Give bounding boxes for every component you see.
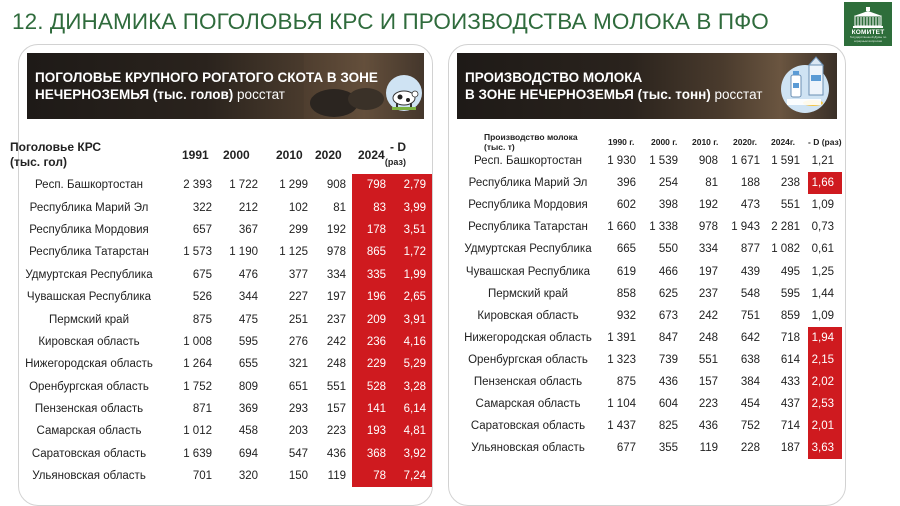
table-cell: 625 bbox=[658, 287, 678, 300]
table-cell: 197 bbox=[326, 291, 346, 304]
table-cell: 908 bbox=[698, 155, 718, 168]
table-row bbox=[10, 420, 432, 442]
table-cell: 78 bbox=[352, 465, 392, 487]
cattle-banner bbox=[27, 53, 424, 119]
cattle-banner-source: росстат bbox=[233, 87, 285, 102]
table-cell: 1 573 bbox=[183, 246, 212, 259]
table-cell: 436 bbox=[698, 420, 718, 433]
table-cell: 858 bbox=[616, 287, 636, 300]
table-cell: 227 bbox=[288, 291, 308, 304]
table-row bbox=[456, 283, 842, 305]
table-cell: 3,92 bbox=[392, 443, 432, 465]
table-cell: 458 bbox=[238, 425, 258, 438]
table-cell: 871 bbox=[192, 403, 212, 416]
cattle-header-name bbox=[10, 140, 101, 170]
table-cell: 1 323 bbox=[607, 353, 636, 366]
table-cell: 526 bbox=[192, 291, 212, 304]
table-cell: 1,44 bbox=[811, 287, 834, 300]
logo-title: КОМИТЕТ bbox=[851, 28, 885, 36]
table-cell: 595 bbox=[238, 335, 258, 348]
region-name: Пензенская область bbox=[473, 375, 583, 388]
table-cell: 978 bbox=[326, 246, 346, 259]
table-cell: 335 bbox=[352, 264, 392, 286]
table-row bbox=[10, 219, 432, 241]
table-cell: 242 bbox=[326, 335, 346, 348]
table-row bbox=[456, 327, 842, 349]
table-cell: 614 bbox=[780, 353, 800, 366]
region-name: Чувашская Республика bbox=[26, 291, 152, 304]
table-cell: 454 bbox=[740, 398, 760, 411]
milk-col-1990: 1990 г. bbox=[608, 137, 635, 147]
table-cell: 355 bbox=[658, 442, 678, 455]
table-cell: 193 bbox=[352, 420, 392, 442]
table-cell: 187 bbox=[780, 442, 800, 455]
table-cell: 248 bbox=[698, 331, 718, 344]
table-cell: 548 bbox=[740, 287, 760, 300]
table-cell: 334 bbox=[326, 268, 346, 281]
table-cell: 638 bbox=[740, 353, 760, 366]
table-cell: 1,09 bbox=[811, 309, 834, 322]
table-cell: 2 281 bbox=[771, 221, 800, 234]
table-cell: 528 bbox=[352, 376, 392, 398]
table-row bbox=[10, 196, 432, 218]
table-cell: 1 591 bbox=[771, 155, 800, 168]
table-cell: 4,81 bbox=[392, 420, 432, 442]
region-name: Ульяновская область bbox=[32, 470, 146, 483]
region-name: Самарская область bbox=[475, 398, 581, 411]
table-cell: 701 bbox=[192, 470, 212, 483]
table-cell: 1 722 bbox=[229, 179, 258, 192]
table-cell: 602 bbox=[616, 199, 636, 212]
table-cell: 81 bbox=[705, 177, 718, 190]
table-cell: 1 930 bbox=[607, 155, 636, 168]
region-name: Республика Татарстан bbox=[468, 221, 588, 234]
table-row bbox=[10, 264, 432, 286]
table-cell: 223 bbox=[326, 425, 346, 438]
table-row bbox=[10, 398, 432, 420]
cattle-col-2010: 2010 bbox=[276, 148, 303, 162]
region-name: Пермский край bbox=[487, 287, 569, 300]
table-cell: 1 104 bbox=[607, 398, 636, 411]
table-cell: 299 bbox=[288, 223, 308, 236]
table-cell: 865 bbox=[352, 241, 392, 263]
table-row bbox=[10, 331, 432, 353]
table-cell: 384 bbox=[740, 375, 760, 388]
table-cell: 595 bbox=[780, 287, 800, 300]
cattle-banner-unit: НЕЧЕРНОЗЕМЬЯ (тыс. голов) bbox=[35, 87, 234, 102]
table-cell: 751 bbox=[740, 309, 760, 322]
table-cell: 141 bbox=[352, 398, 392, 420]
milk-banner-unit: В ЗОНЕ НЕЧЕРНОЗЕМЬЯ (тыс. тонн) bbox=[465, 87, 711, 102]
table-cell: 1 752 bbox=[183, 380, 212, 393]
region-name: Пензенская область bbox=[34, 403, 144, 416]
logo-subtitle: Государственной Думы по аграрным вопросам bbox=[849, 35, 887, 43]
table-cell: 1 671 bbox=[731, 155, 760, 168]
table-cell: 642 bbox=[740, 331, 760, 344]
table-cell: 238 bbox=[780, 177, 800, 190]
table-cell: 809 bbox=[238, 380, 258, 393]
table-cell: 1,72 bbox=[392, 241, 432, 263]
table-cell: 1 299 bbox=[279, 179, 308, 192]
region-name: Респ. Башкортостан bbox=[35, 179, 143, 192]
table-cell: 321 bbox=[288, 358, 308, 371]
table-cell: 119 bbox=[327, 470, 346, 483]
table-cell: 847 bbox=[658, 331, 678, 344]
region-name: Оренбургская область bbox=[468, 353, 588, 366]
table-cell: 209 bbox=[352, 308, 392, 330]
table-cell: 3,51 bbox=[392, 219, 432, 241]
table-cell: 334 bbox=[698, 243, 718, 256]
table-cell: 150 bbox=[288, 470, 308, 483]
table-cell: 157 bbox=[698, 375, 718, 388]
table-cell: 212 bbox=[238, 201, 258, 214]
committee-logo bbox=[844, 2, 892, 46]
region-name: Нижегородская область bbox=[25, 358, 153, 371]
table-cell: 825 bbox=[658, 420, 678, 433]
milk-banner-source: росстат bbox=[710, 87, 763, 102]
table-cell: 978 bbox=[698, 221, 718, 234]
region-name: Республика Мордовия bbox=[468, 199, 588, 212]
table-cell: 83 bbox=[352, 196, 392, 218]
table-cell: 859 bbox=[780, 309, 800, 322]
table-cell: 433 bbox=[780, 375, 800, 388]
table-cell: 320 bbox=[238, 470, 258, 483]
table-cell: 619 bbox=[616, 265, 636, 278]
milk-col-2010: 2010 г. bbox=[692, 137, 719, 147]
table-cell: 1,94 bbox=[808, 327, 842, 349]
table-row bbox=[10, 465, 432, 487]
milk-banner-line2 bbox=[465, 86, 762, 103]
table-cell: 657 bbox=[192, 223, 212, 236]
table-cell: 237 bbox=[326, 313, 346, 326]
table-cell: 236 bbox=[352, 331, 392, 353]
slide-title: 12. ДИНАМИКА ПОГОЛОВЬЯ КРС И ПРОИЗВОДСТВА МОЛОКА В ПФО bbox=[12, 9, 769, 34]
parliament-building-icon bbox=[851, 7, 885, 29]
cattle-banner-title bbox=[35, 69, 378, 103]
table-row bbox=[456, 437, 842, 459]
table-cell: 398 bbox=[658, 199, 678, 212]
table-cell: 694 bbox=[238, 447, 258, 460]
table-cell: 551 bbox=[698, 353, 718, 366]
table-cell: 739 bbox=[658, 353, 678, 366]
cattle-header-line1: Поголовье КРС bbox=[10, 140, 102, 154]
table-cell: 6,14 bbox=[392, 398, 432, 420]
table-cell: 192 bbox=[326, 223, 346, 236]
table-cell: 367 bbox=[238, 223, 258, 236]
table-cell: 322 bbox=[192, 201, 212, 214]
table-cell: 228 bbox=[740, 442, 760, 455]
table-cell: 242 bbox=[698, 309, 718, 322]
table-cell: 604 bbox=[658, 398, 678, 411]
table-cell: 655 bbox=[238, 358, 258, 371]
table-cell: 197 bbox=[698, 265, 718, 278]
table-row bbox=[456, 305, 842, 327]
milk-banner-title bbox=[465, 69, 762, 103]
region-name: Удмуртская Республика bbox=[25, 268, 153, 281]
milk-col-2020: 2020г. bbox=[733, 137, 757, 147]
table-cell: 1 660 bbox=[607, 221, 636, 234]
table-cell: 1 539 bbox=[649, 155, 678, 168]
table-cell: 436 bbox=[326, 447, 346, 460]
table-cell: 251 bbox=[288, 313, 308, 326]
table-row bbox=[10, 241, 432, 263]
table-cell: 7,24 bbox=[392, 465, 432, 487]
table-row bbox=[456, 393, 842, 415]
milk-col-2024: 2024г. bbox=[771, 137, 795, 147]
table-cell: 3,91 bbox=[392, 308, 432, 330]
cattle-col-d-line2: (раз) bbox=[384, 157, 406, 167]
table-row bbox=[10, 376, 432, 398]
milk-header-line1: Производство молока bbox=[484, 132, 578, 142]
table-cell: 2,79 bbox=[392, 174, 432, 196]
milk-header-name bbox=[484, 132, 578, 152]
table-cell: 437 bbox=[780, 398, 800, 411]
table-cell: 665 bbox=[616, 243, 636, 256]
table-cell: 714 bbox=[780, 420, 800, 433]
milk-header-line2: (тыс. т) bbox=[484, 142, 515, 152]
cattle-col-d-line1: - D bbox=[390, 140, 406, 154]
table-cell: 2,65 bbox=[392, 286, 432, 308]
table-cell: 1 190 bbox=[229, 246, 258, 259]
table-cell: 203 bbox=[288, 425, 308, 438]
table-cell: 551 bbox=[326, 380, 346, 393]
table-cell: 4,16 bbox=[392, 331, 432, 353]
table-cell: 2,53 bbox=[808, 393, 842, 415]
table-cell: 877 bbox=[740, 243, 760, 256]
cattle-header-line2: (тыс. гол) bbox=[10, 155, 67, 169]
table-cell: 396 bbox=[616, 177, 636, 190]
table-cell: 908 bbox=[326, 179, 346, 192]
table-cell: 550 bbox=[658, 243, 678, 256]
cattle-col-2000: 2000 bbox=[223, 148, 250, 162]
region-name: Удмуртская Республика bbox=[464, 243, 592, 256]
table-row bbox=[456, 349, 842, 371]
cattle-banner-line2 bbox=[35, 86, 378, 103]
table-row bbox=[456, 238, 842, 260]
table-row bbox=[10, 286, 432, 308]
table-cell: 875 bbox=[192, 313, 212, 326]
cattle-banner-line1: ПОГОЛОВЬЕ КРУПНОГО РОГАТОГО СКОТА В ЗОНЕ bbox=[35, 70, 378, 85]
table-cell: 5,29 bbox=[392, 353, 432, 375]
table-row bbox=[10, 174, 432, 196]
region-name: Нижегородская область bbox=[464, 331, 592, 344]
table-cell: 1 008 bbox=[183, 335, 212, 348]
table-cell: 1,99 bbox=[392, 264, 432, 286]
table-row bbox=[456, 415, 842, 437]
table-cell: 0,61 bbox=[811, 243, 834, 256]
milk-banner bbox=[457, 53, 837, 119]
table-cell: 223 bbox=[698, 398, 718, 411]
table-cell: 1,25 bbox=[811, 265, 834, 278]
table-cell: 1,09 bbox=[811, 199, 834, 212]
table-cell: 752 bbox=[740, 420, 760, 433]
table-cell: 675 bbox=[192, 268, 212, 281]
table-cell: 2,15 bbox=[808, 349, 842, 371]
region-name: Пермский край bbox=[48, 313, 130, 326]
table-row bbox=[10, 443, 432, 465]
cattle-col-2020: 2020 bbox=[315, 148, 342, 162]
table-cell: 3,99 bbox=[392, 196, 432, 218]
table-cell: 248 bbox=[326, 358, 346, 371]
table-cell: 798 bbox=[352, 174, 392, 196]
table-cell: 495 bbox=[780, 265, 800, 278]
table-cell: 551 bbox=[780, 199, 800, 212]
table-cell: 673 bbox=[658, 309, 678, 322]
cattle-col-d bbox=[385, 140, 406, 169]
region-name: Республика Марий Эл bbox=[468, 177, 588, 190]
cattle-col-1991: 1991 bbox=[182, 148, 209, 162]
cattle-table-body bbox=[10, 174, 432, 487]
table-cell: 932 bbox=[616, 309, 636, 322]
table-cell: 1,66 bbox=[808, 172, 842, 194]
table-cell: 547 bbox=[288, 447, 308, 460]
table-cell: 1 125 bbox=[279, 246, 308, 259]
table-cell: 677 bbox=[616, 442, 636, 455]
table-cell: 476 bbox=[238, 268, 258, 281]
table-cell: 377 bbox=[288, 268, 308, 281]
milk-table-body bbox=[456, 150, 842, 459]
table-cell: 651 bbox=[288, 380, 308, 393]
region-name: Республика Татарстан bbox=[29, 246, 149, 259]
region-name: Республика Мордовия bbox=[29, 223, 149, 236]
table-row bbox=[456, 150, 842, 172]
table-cell: 1 391 bbox=[607, 331, 636, 344]
table-cell: 188 bbox=[740, 177, 760, 190]
region-name: Самарская область bbox=[36, 425, 142, 438]
region-name: Ульяновская область bbox=[471, 442, 585, 455]
table-cell: 196 bbox=[352, 286, 392, 308]
table-cell: 1 082 bbox=[771, 243, 800, 256]
table-cell: 718 bbox=[780, 331, 800, 344]
table-cell: 293 bbox=[288, 403, 308, 416]
milk-table bbox=[456, 150, 842, 459]
table-cell: 369 bbox=[238, 403, 258, 416]
table-row bbox=[456, 216, 842, 238]
cattle-table bbox=[10, 174, 432, 487]
table-cell: 1,21 bbox=[811, 155, 834, 168]
table-cell: 0,73 bbox=[811, 221, 834, 234]
table-cell: 157 bbox=[326, 403, 346, 416]
table-cell: 254 bbox=[658, 177, 678, 190]
table-row bbox=[456, 260, 842, 282]
table-cell: 439 bbox=[740, 265, 760, 278]
table-cell: 237 bbox=[698, 287, 718, 300]
table-cell: 875 bbox=[616, 375, 636, 388]
region-name: Саратовская область bbox=[470, 420, 586, 433]
region-name: Кировская область bbox=[477, 309, 579, 322]
table-cell: 466 bbox=[658, 265, 678, 278]
region-name: Чувашская Республика bbox=[465, 265, 591, 278]
table-cell: 276 bbox=[288, 335, 308, 348]
table-cell: 192 bbox=[698, 199, 718, 212]
region-name: Респ. Башкортостан bbox=[474, 155, 582, 168]
table-cell: 3,63 bbox=[808, 437, 842, 459]
table-cell: 178 bbox=[352, 219, 392, 241]
table-cell: 81 bbox=[333, 201, 346, 214]
milk-col-2000: 2000 г. bbox=[651, 137, 678, 147]
milk-banner-line1: ПРОИЗВОДСТВО МОЛОКА bbox=[465, 70, 643, 85]
region-name: Саратовская область bbox=[31, 447, 147, 460]
table-cell: 2 393 bbox=[183, 179, 212, 192]
table-cell: 1 437 bbox=[607, 420, 636, 433]
milk-col-d: - D (раз) bbox=[808, 137, 842, 147]
table-cell: 229 bbox=[352, 353, 392, 375]
table-cell: 1 264 bbox=[183, 358, 212, 371]
cattle-col-2024: 2024 bbox=[358, 148, 385, 162]
table-row bbox=[10, 308, 432, 330]
region-name: Республика Марий Эл bbox=[29, 201, 149, 214]
region-name: Оренбургская область bbox=[29, 380, 149, 393]
table-row bbox=[10, 353, 432, 375]
table-cell: 119 bbox=[699, 442, 718, 455]
table-cell: 475 bbox=[238, 313, 258, 326]
table-row bbox=[456, 194, 842, 216]
table-row bbox=[456, 172, 842, 194]
table-cell: 1 639 bbox=[183, 447, 212, 460]
table-cell: 102 bbox=[288, 201, 308, 214]
region-name: Кировская область bbox=[38, 335, 140, 348]
table-cell: 473 bbox=[740, 199, 760, 212]
table-cell: 1 338 bbox=[649, 221, 678, 234]
table-cell: 1 943 bbox=[731, 221, 760, 234]
table-cell: 2,01 bbox=[808, 415, 842, 437]
table-cell: 1 012 bbox=[183, 425, 212, 438]
table-cell: 344 bbox=[238, 291, 258, 304]
table-row bbox=[456, 371, 842, 393]
table-cell: 436 bbox=[658, 375, 678, 388]
table-cell: 368 bbox=[352, 443, 392, 465]
table-cell: 2,02 bbox=[808, 371, 842, 393]
table-cell: 3,28 bbox=[392, 376, 432, 398]
